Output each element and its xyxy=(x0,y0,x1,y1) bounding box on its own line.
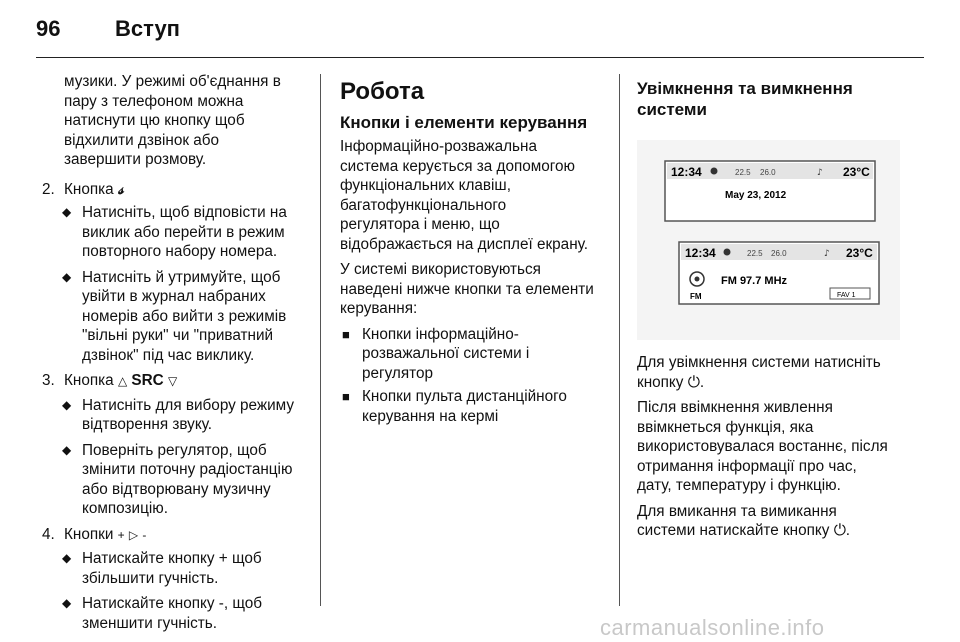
bullet: ◆ Натисніть, щоб відповісти на виклик або перейти в режим повторного набору номера. xyxy=(62,204,287,260)
phone-icon: 𝓈 xyxy=(117,180,124,198)
subsection-heading: Кнопки і елементи керування xyxy=(340,113,588,132)
temperature-text: 23°C xyxy=(846,246,873,260)
bullet: ◆ Натисніть й утримуйте, щоб увійти в журнал набраних номерів або вийти з режимів "вільні руки" чи "приватний дзвінок" під час виклику. xyxy=(62,268,287,364)
date-text: May 23, 2012 xyxy=(725,190,787,201)
bullet: ◆ Натискайте кнопку + щоб збільшити гучність. xyxy=(62,550,262,587)
plus-icon: + xyxy=(117,527,125,542)
diamond-icon: ◆ xyxy=(62,269,72,284)
bullet: ◆ Натисніть для вибору режиму відтворення звуку. xyxy=(62,396,295,433)
header-rule xyxy=(36,57,924,58)
src-label: SRC xyxy=(131,372,164,389)
item-4: 4. Кнопки + ▷ - xyxy=(42,525,147,543)
svg-text:26.0: 26.0 xyxy=(760,168,776,177)
section-heading: Робота xyxy=(340,78,425,105)
display-screen-2 xyxy=(679,242,879,304)
power-icon: ⏻ xyxy=(833,522,846,539)
triangle-down-icon: ▽ xyxy=(167,374,178,388)
station-text: FM 97.7 MHz xyxy=(721,275,788,287)
diamond-icon: ◆ xyxy=(62,442,72,457)
intro-paragraph: музики. У режимі об'єднання в пару з телефоном можна натиснути цю кнопку щоб відхилити дзвінок або завершити розмову. xyxy=(64,73,281,168)
square-bullet-icon: ■ xyxy=(342,389,350,404)
clock-text: 12:34 xyxy=(671,165,702,179)
triangle-right-icon: ▷ xyxy=(128,527,139,542)
svg-text:22.5: 22.5 xyxy=(735,168,751,177)
paragraph: Для вмикання та вимикання системи натискайте кнопку ⏻. xyxy=(637,502,851,539)
column-2 xyxy=(340,70,610,430)
subsection-heading: Увімкнення та вимкнення системи xyxy=(637,79,853,119)
paragraph: Інформаційно-розважальна система керується за допомогою функціональних клавіш, багатофункціонального регулятора і меню, що відображається на дисплеї екрану. xyxy=(340,138,589,253)
column-1 xyxy=(42,72,314,639)
band-label: FM xyxy=(690,292,702,301)
paragraph: У системі використовуються наведені нижче кнопки та елементи керування: xyxy=(340,261,594,317)
svg-text:22.5: 22.5 xyxy=(747,249,763,258)
page-number: 96 xyxy=(36,16,61,41)
bullet: ◆ Поверніть регулятор, щоб змінити поточну радіостанцію або відтворювану музичну композицію. xyxy=(62,441,293,517)
column-divider-1 xyxy=(320,74,321,606)
diamond-icon: ◆ xyxy=(62,596,72,610)
item-2: 2. Кнопка 𝓈 ◆ Натисніть, щоб відповісти на виклик або перейти в режим повторного набору номера. ◆ Натисніть й утримуйте, щоб увійти в журнал набраних номерів або вийти з режимів "вільні руки" чи "приватний дзвінок" під час виклику. 3. Кнопка △ SRC ▽ ◆ Натисніть для вибору режиму відтворення звуку. ◆ Поверніть регулятор, щоб змінити поточну радіостанцію або відтворювану музичну композицію. 4. Кнопки + ▷ - ◆ Натискайте кнопку + щоб збільшити гучність. ◆ Натискайте кнопку -, щоб зменшити гучність. xyxy=(42,180,314,634)
item-3: 3. Кнопка △ SRC ▽ xyxy=(42,372,178,389)
bluetooth-music-icon: ♪ xyxy=(817,168,823,178)
settings-icon xyxy=(711,168,718,175)
column-3 xyxy=(637,78,907,124)
display-illustration xyxy=(637,140,900,340)
paragraph: Після ввімкнення живлення ввімкнеться функція, яка використовувалася востаннє, після отримання інформації про час, дату, температуру і функцію. xyxy=(637,399,888,494)
column-3-text xyxy=(637,353,912,547)
bluetooth-music-icon: ♪ xyxy=(824,249,830,259)
display-screen-1 xyxy=(665,161,875,221)
paragraph: Для увімкнення системи натисніть кнопку ⏻. xyxy=(637,354,881,391)
diamond-icon: ◆ xyxy=(62,551,72,565)
watermark: carmanualsonline.info xyxy=(600,615,825,640)
column-divider-2 xyxy=(619,74,620,606)
settings-icon xyxy=(724,249,731,256)
clock-text: 12:34 xyxy=(685,246,716,260)
power-icon: ⏻ xyxy=(687,373,700,391)
list-item: ■ Кнопки інформаційно- розважальної системи і регулятор xyxy=(342,325,530,382)
square-bullet-icon: ■ xyxy=(342,326,350,342)
bullet: ◆ Натискайте кнопку -, щоб зменшити гучність. xyxy=(62,595,263,632)
svg-text:26.0: 26.0 xyxy=(771,249,787,258)
minus-icon: - xyxy=(142,527,147,542)
diamond-icon: ◆ xyxy=(62,397,72,412)
section-title: Вступ xyxy=(115,16,180,41)
diamond-icon: ◆ xyxy=(62,205,72,219)
temperature-text: 23°C xyxy=(843,165,870,179)
list-item: ■ Кнопки пульта дистанційного керування на кермі xyxy=(342,388,567,425)
triangle-up-icon: △ xyxy=(117,374,128,388)
favourite-label: FAV 1 xyxy=(837,292,856,299)
